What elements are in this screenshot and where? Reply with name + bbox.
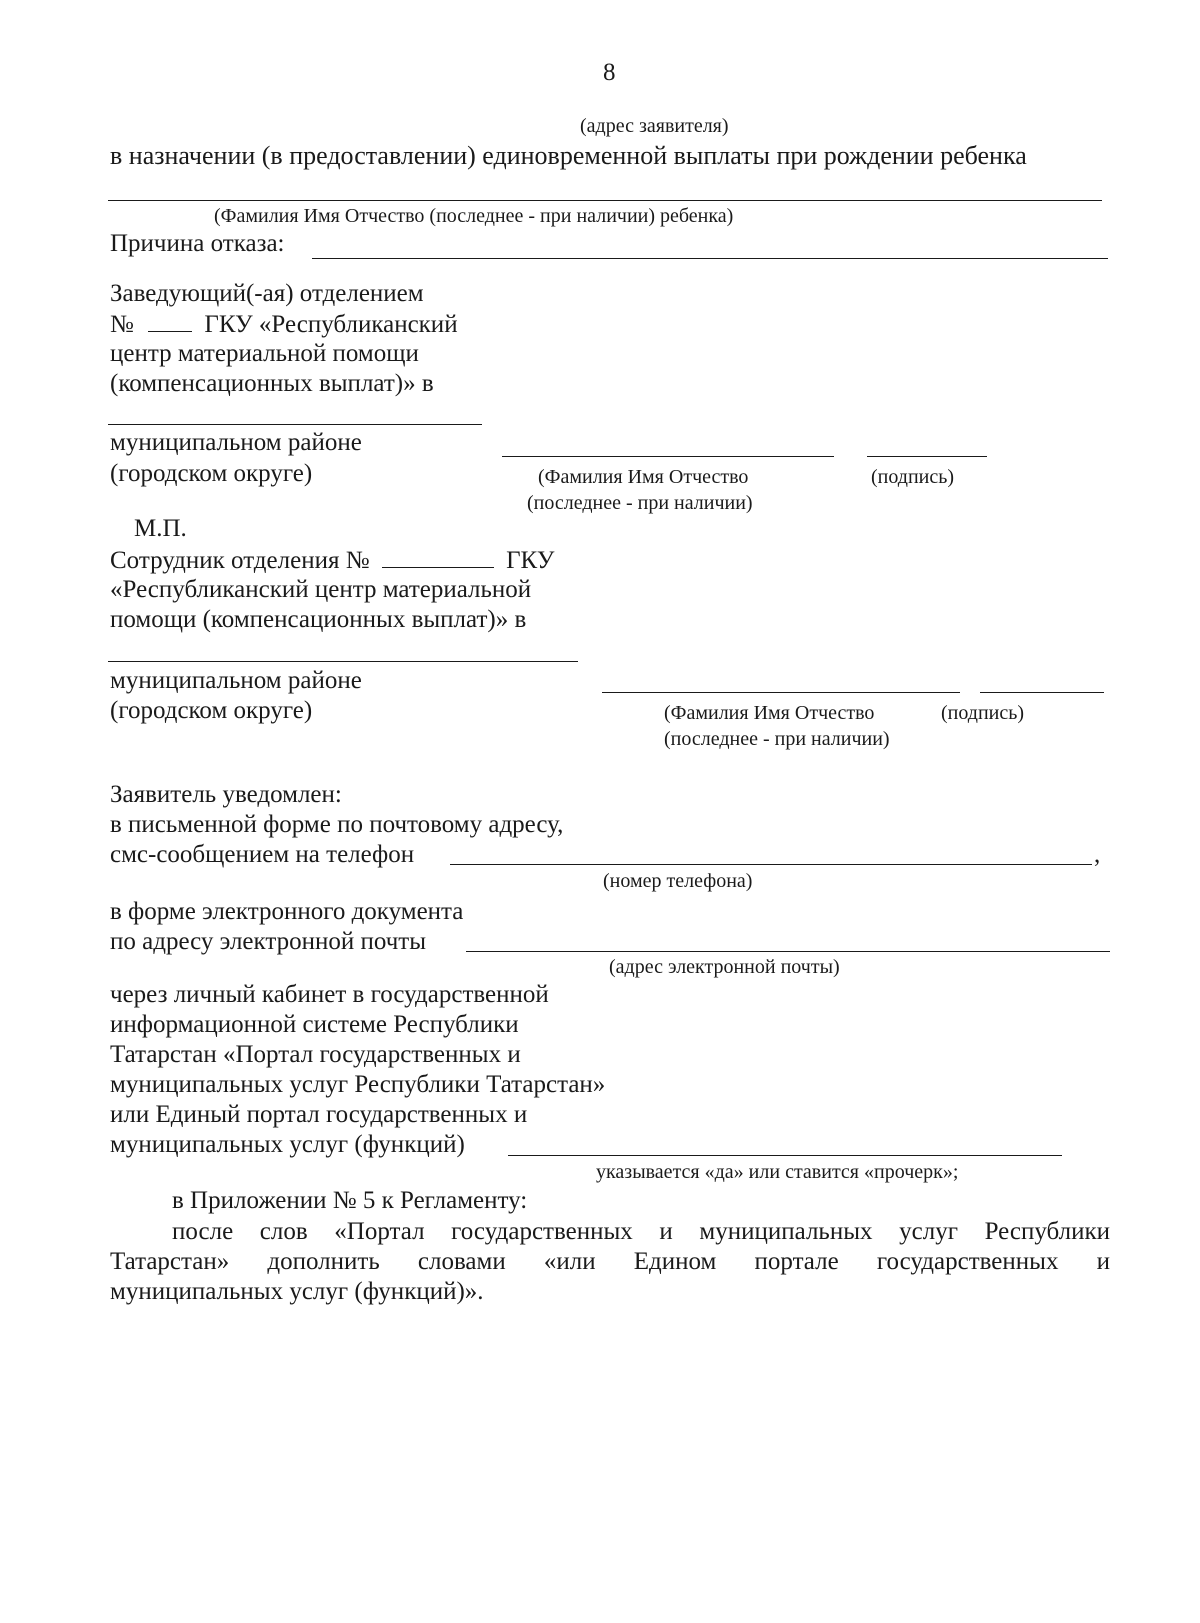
employee-line-1 [110, 545, 554, 576]
notified-postal: в письменной форме по почтовому адресу, [110, 811, 564, 838]
head-line-2 [110, 309, 458, 340]
decision-line: в назначении (в предоставлении) единовременной выплаты при рождении ребенка [110, 141, 1027, 170]
portal-line-4: муниципальных услуг Республики Татарстан» [110, 1071, 606, 1098]
number-sign: № [110, 311, 134, 338]
portal-line-3: Татарстан «Портал государственных и [110, 1041, 521, 1068]
appendix-paragraph-line-2: Татарстан» дополнить словами «или Едином портале государственных и [110, 1248, 1110, 1275]
head-line-5: муниципальном районе [110, 429, 362, 456]
head-line-3: центр материальной помощи [110, 340, 419, 367]
head-name-caption-1: (Фамилия Имя Отчество [538, 466, 749, 488]
child-name-line [108, 200, 1102, 201]
child-name-caption: (Фамилия Имя Отчество (последнее - при наличии) ребенка) [214, 205, 734, 227]
employee-name-line [602, 692, 960, 693]
employee-line-1-suffix: ГКУ [506, 547, 555, 574]
employee-name-caption-2: (последнее - при наличии) [664, 728, 890, 750]
email-line [466, 951, 1110, 952]
portal-line-1: через личный кабинет в государственной [110, 981, 549, 1008]
head-line-4: (компенсационных выплат)» в [110, 370, 434, 397]
head-signature-caption: (подпись) [871, 466, 955, 488]
edoc-line-1: в форме электронного документа [110, 898, 464, 925]
head-line-1: Заведующий(-ая) отделением [110, 280, 424, 307]
head-line-2-text: ГКУ «Республиканский [204, 311, 458, 338]
employee-line-1-text: Сотрудник отделения № [110, 547, 370, 574]
portal-line-2: информационной системе Республики [110, 1011, 519, 1038]
notified-title: Заявитель уведомлен: [110, 781, 342, 808]
applicant-address-caption: (адрес заявителя) [580, 115, 729, 137]
head-name-line [502, 456, 834, 457]
phone-caption: (номер телефона) [603, 870, 753, 892]
portal-line-5: или Единый портал государственных и [110, 1101, 528, 1128]
appendix-line-1: в Приложении № 5 к Регламенту: [172, 1187, 528, 1214]
employee-signature-line [980, 692, 1104, 693]
head-signature-line [867, 456, 987, 457]
notified-sms-label: смс-сообщением на телефон [110, 841, 415, 868]
stamp-label: М.П. [134, 515, 187, 542]
employee-name-caption-1: (Фамилия Имя Отчество [664, 702, 875, 724]
employee-department-number-blank [382, 545, 494, 568]
sms-trailing-comma: , [1094, 841, 1101, 868]
employee-line-3: помощи (компенсационных выплат)» в [110, 606, 527, 633]
employee-line-5: (городском округе) [110, 697, 313, 724]
portal-line-6: муниципальных услуг (функций) [110, 1131, 465, 1158]
employee-line-2: «Республиканский центр материальной [110, 576, 532, 603]
edoc-line-2: по адресу электронной почты [110, 928, 426, 955]
employee-district-line [108, 661, 578, 662]
appendix-paragraph-line-3: муниципальных услуг (функций)». [110, 1278, 484, 1305]
employee-signature-caption: (подпись) [941, 702, 1025, 724]
phone-number-line [450, 864, 1092, 865]
head-line-6: (городском округе) [110, 460, 313, 487]
employee-line-4: муниципальном районе [110, 667, 362, 694]
refusal-reason-line [312, 258, 1108, 259]
head-name-caption-2: (последнее - при наличии) [527, 492, 753, 514]
head-district-line [108, 424, 482, 425]
appendix-paragraph-line-1: после слов «Портал государственных и муниципальных услуг Республики [172, 1218, 1110, 1245]
refusal-reason-label: Причина отказа: [110, 230, 285, 257]
portal-answer-line [508, 1155, 1062, 1156]
portal-caption: указывается «да» или ставится «прочерк»; [596, 1161, 959, 1183]
page-number: 8 [603, 59, 616, 86]
email-caption: (адрес электронной почты) [609, 956, 840, 978]
department-number-blank [148, 309, 192, 332]
